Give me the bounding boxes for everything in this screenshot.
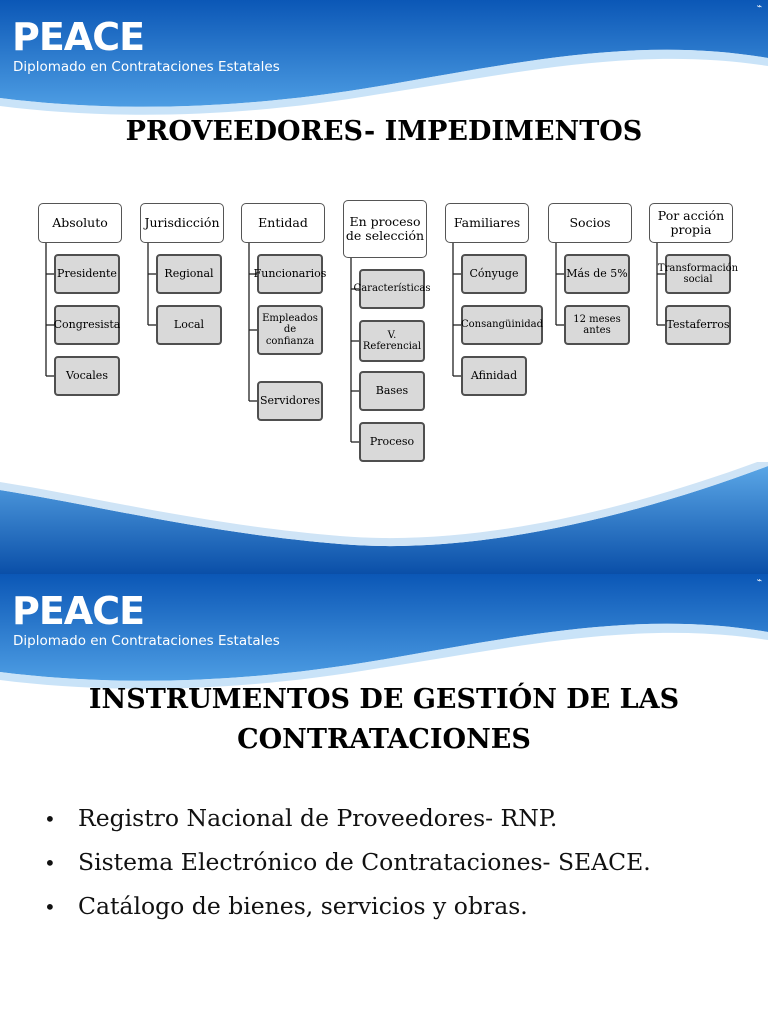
- rss-icon: ⌁: [756, 2, 762, 12]
- category-box: En proceso de selección: [343, 200, 427, 258]
- sub-item-box: Empleados de confianza: [257, 305, 323, 355]
- slide-title-line-2: CONTRATACIONES: [237, 724, 531, 755]
- sub-item-box: Consangüinidad: [461, 305, 543, 345]
- rss-icon: ⌁: [756, 576, 762, 586]
- bullet-icon: •: [44, 807, 56, 831]
- slide-title: [0, 680, 768, 760]
- category-box: Absoluto: [38, 203, 122, 243]
- bullet-list: [44, 804, 744, 936]
- sub-item-box: Transformación social: [665, 254, 731, 294]
- slide-title: PROVEEDORES- IMPEDIMENTOS: [125, 116, 643, 147]
- sub-item-box: Más de 5%: [564, 254, 630, 294]
- sub-item-box: Local: [156, 305, 222, 345]
- sub-item-box: Presidente: [54, 254, 120, 294]
- sub-item-box: Bases: [359, 371, 425, 411]
- sub-item-box: Funcionarios: [257, 254, 323, 294]
- sub-item-box: Características: [359, 269, 425, 309]
- sub-item-box: Testaferros: [665, 305, 731, 345]
- tagline: Diplomado en Contrataciones Estatales: [13, 633, 280, 649]
- sub-item-box: Proceso: [359, 422, 425, 462]
- sub-item-box: Congresista: [54, 305, 120, 345]
- tagline: Diplomado en Contrataciones Estatales: [13, 59, 280, 75]
- peace-logo: PEACE: [12, 15, 145, 59]
- list-item: [44, 892, 744, 936]
- peace-logo: PEACE: [12, 589, 145, 633]
- category-box: Por acción propia: [649, 203, 733, 243]
- sub-item-box: Vocales: [54, 356, 120, 396]
- list-item: [44, 848, 744, 892]
- bullet-text: Registro Nacional de Proveedores- RNP.: [78, 804, 558, 832]
- sub-item-box: Cónyuge: [461, 254, 527, 294]
- slide-title-line-1: INSTRUMENTOS DE GESTIÓN DE LAS: [88, 684, 680, 715]
- bullet-text: Catálogo de bienes, servicios y obras.: [78, 892, 528, 920]
- footer-banner: [0, 462, 768, 574]
- slide-instrumentos: [0, 574, 768, 1024]
- bullet-icon: •: [44, 895, 56, 919]
- sub-item-box: Afinidad: [461, 356, 527, 396]
- sub-item-box: 12 meses antes: [564, 305, 630, 345]
- category-box: Familiares: [445, 203, 529, 243]
- sub-item-box: Servidores: [257, 381, 323, 421]
- category-box: Socios: [548, 203, 632, 243]
- sub-item-box: V. Referencial: [359, 320, 425, 362]
- bullet-icon: •: [44, 851, 56, 875]
- list-item: [44, 804, 744, 848]
- sub-item-box: Regional: [156, 254, 222, 294]
- bullet-text: Sistema Electrónico de Contrataciones- SEACE.: [78, 848, 651, 876]
- category-box: Jurisdicción: [140, 203, 224, 243]
- category-box: Entidad: [241, 203, 325, 243]
